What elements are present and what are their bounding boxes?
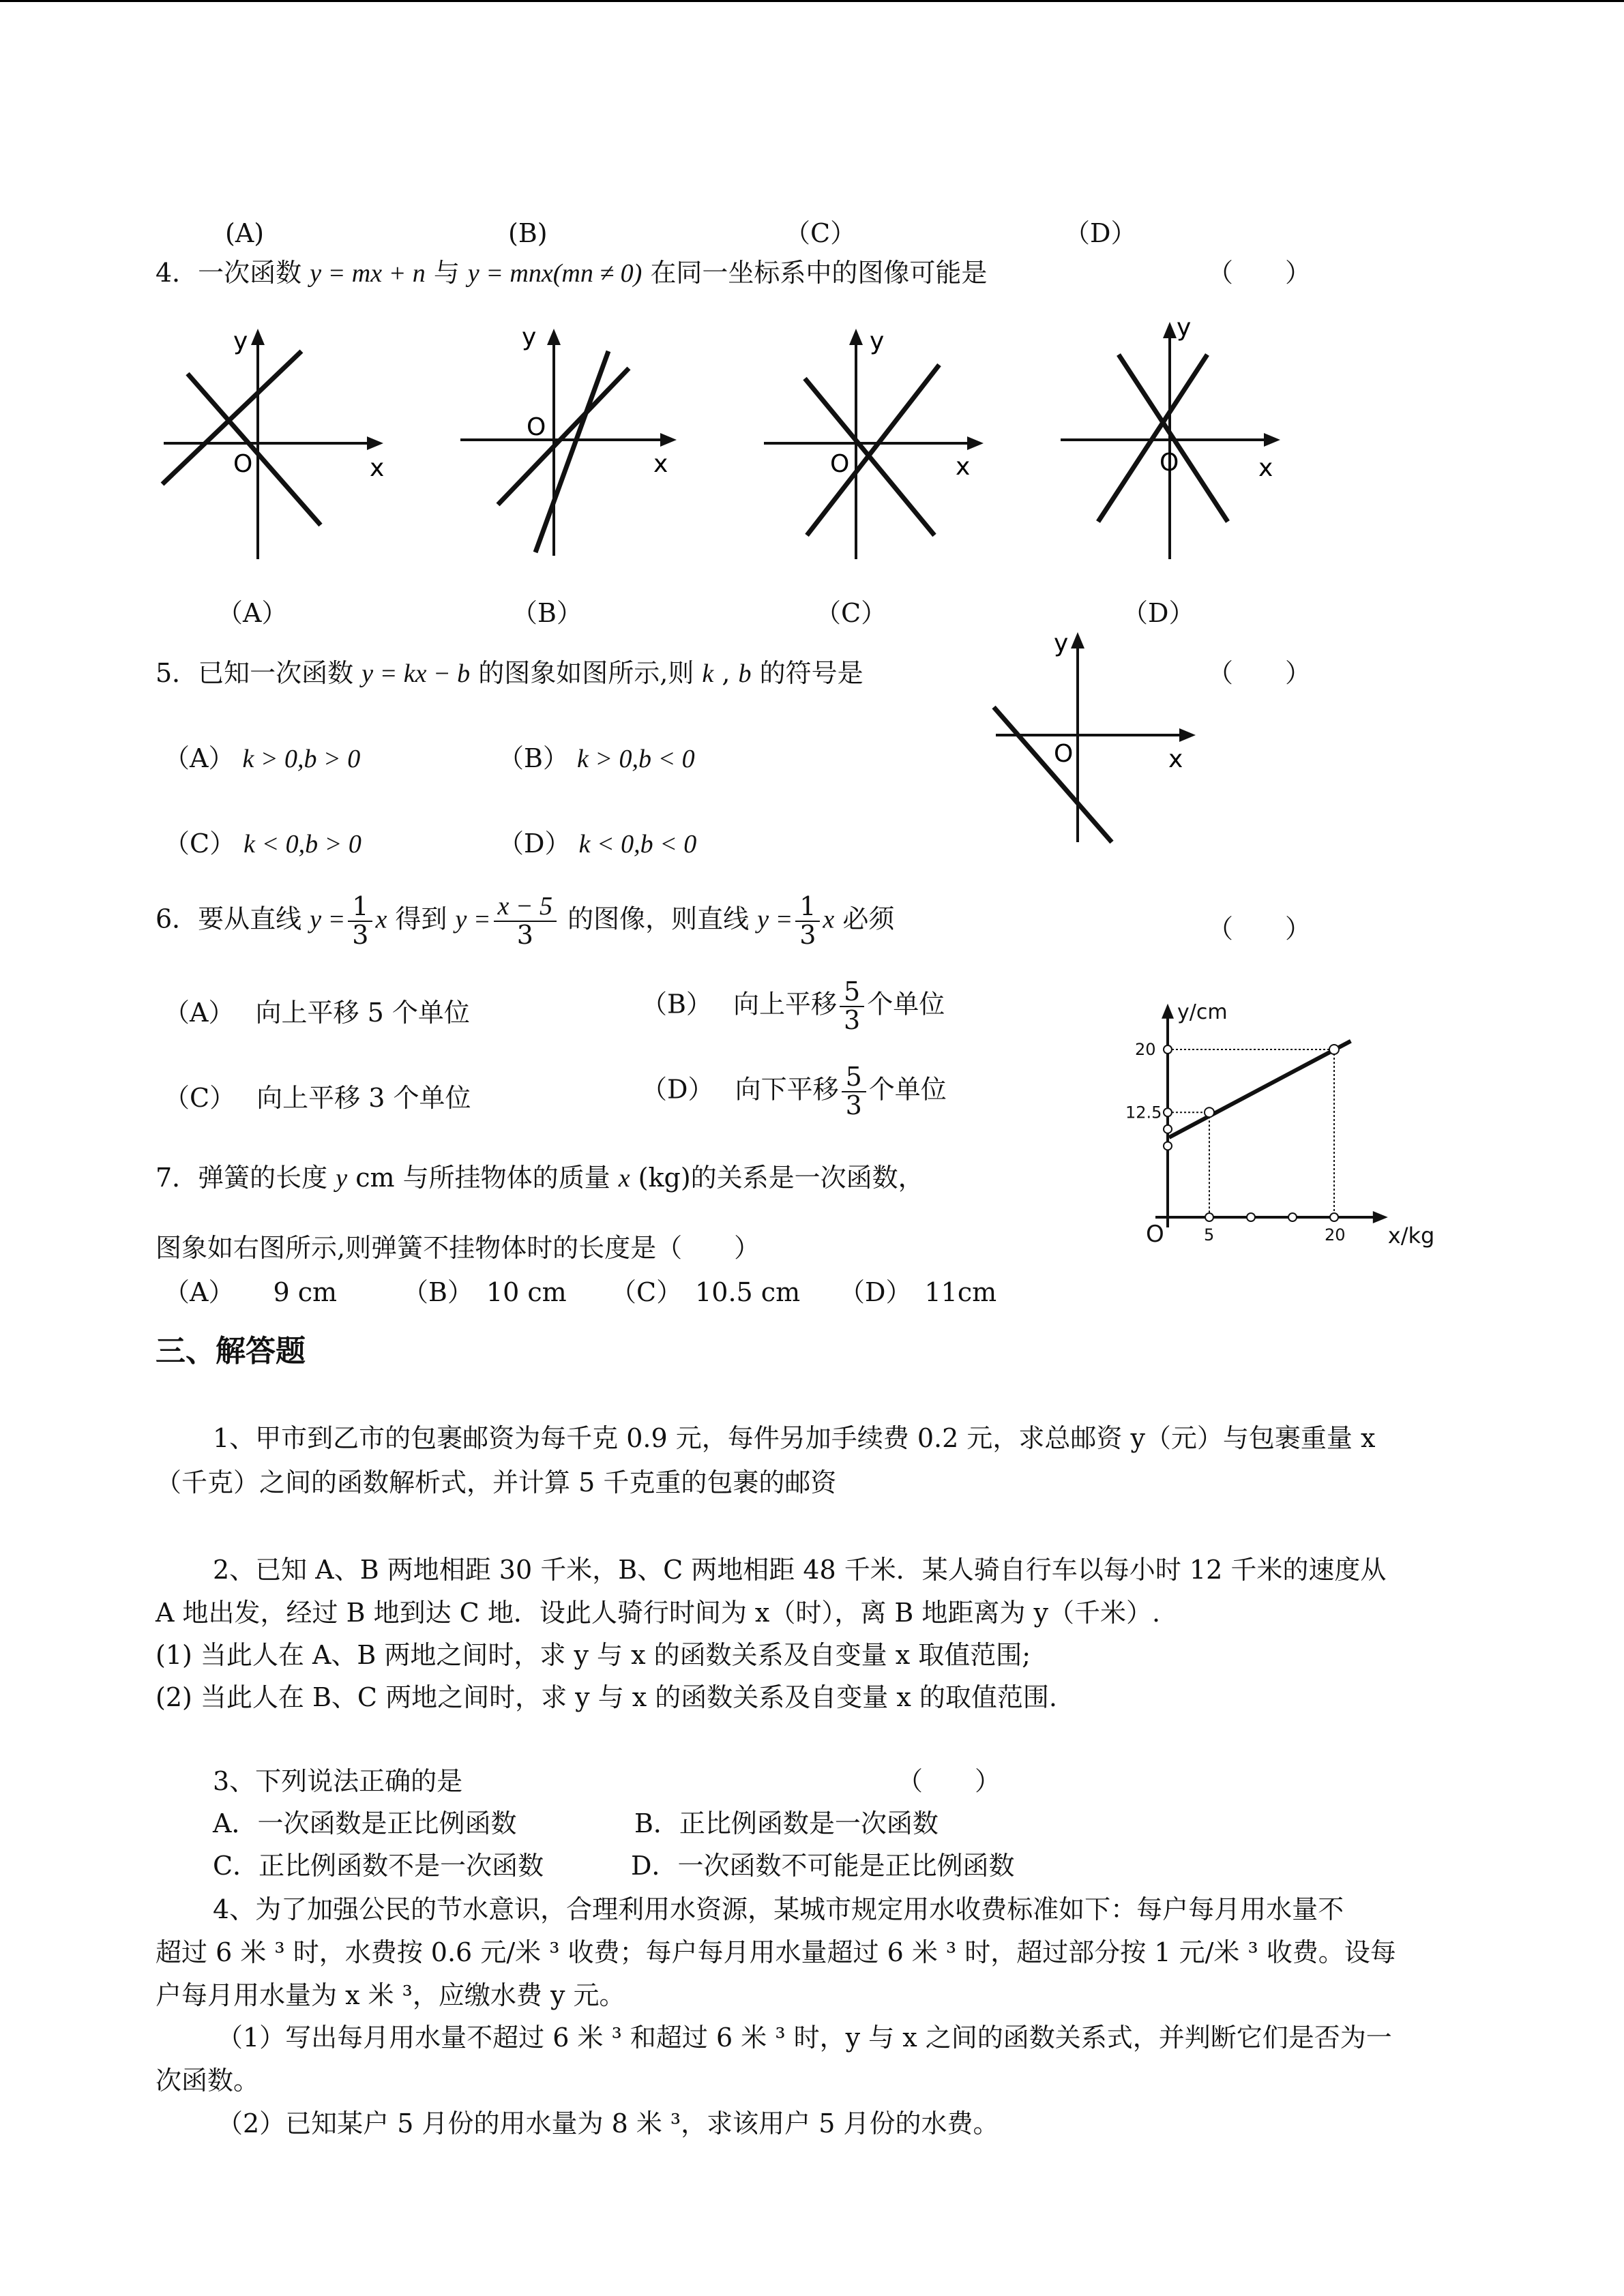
q5-option-a: （A） k > 0,b > 0	[164, 743, 361, 773]
q4-label-c: （C）	[815, 598, 887, 628]
q6-answer-paren: （ ）	[1207, 914, 1312, 944]
y-axis-marker	[1164, 1142, 1172, 1150]
svg-text:x: x	[653, 450, 668, 478]
data-line	[1169, 1041, 1350, 1137]
s3-p3-paren: （ ）	[897, 1766, 1001, 1796]
q6-option-d: （D） 向下平移 $\frac{5}{3}$ 个单位	[641, 1062, 947, 1120]
svg-text:O: O	[527, 413, 546, 441]
x-axis-marker	[1288, 1213, 1297, 1221]
s3-p4-q1-line1: （1）写出每月用水量不超过 6 米 ³ 和超过 6 米 ³ 时，y 与 x 之间的函数关系式，并判断它们是否为一	[217, 2023, 1392, 2053]
svg-text:y: y	[233, 327, 248, 355]
y-tick-label: 20	[1135, 1040, 1156, 1059]
s3-p3-stem: 3、下列说法正确的是	[213, 1766, 463, 1796]
q6-option-b: （B） 向上平移 $\frac{5}{3}$ 个单位	[641, 976, 945, 1035]
q7-option-a: （A） 9 cm	[164, 1277, 338, 1307]
s3-p3-option-b: B．正比例函数是一次函数	[634, 1808, 939, 1838]
q7-spring-chart	[1119, 996, 1435, 1262]
q7-option-b: （B） 10 cm	[402, 1277, 567, 1307]
q6-option-c: （C） 向上平移 3 个单位	[164, 1083, 471, 1113]
q6-option-a: （A） 向上平移 5 个单位	[164, 998, 470, 1028]
q7-option-d: （D） 11cm	[839, 1277, 997, 1307]
y-tick-label: 12.5	[1125, 1103, 1162, 1122]
s3-p4-q1-line2: 次函数。	[156, 2066, 260, 2096]
svg-text:x: x	[1168, 745, 1183, 773]
y-axis-marker	[1164, 1125, 1172, 1133]
q5-answer-paren: （ ）	[1207, 658, 1312, 688]
q4-stem: 4．一次函数 y = mx + n 与 y = mnx(mn ≠ 0) 在同一坐标系中的图像可能是	[156, 258, 988, 288]
s3-p2-line3: (1) 当此人在 A、B 两地之间时，求 y 与 x 的函数关系及自变量 x 取值范围;	[156, 1640, 1031, 1670]
q5-stem: 5．已知一次函数 y = kx − b 的图象如图所示,则 k , b 的符号是	[156, 658, 863, 688]
s3-p4-q2: （2）已知某户 5 月份的用水量为 8 米 ³，求该用户 5 月份的水费。	[217, 2108, 999, 2138]
q4-label-a: （A）	[217, 598, 288, 628]
svg-text:O: O	[1054, 740, 1074, 768]
origin-label: O	[1146, 1221, 1164, 1248]
svg-text:y: y	[1177, 314, 1192, 342]
svg-text:O: O	[830, 450, 850, 478]
x-tick-label: 5	[1204, 1225, 1215, 1244]
q4-graph-b	[450, 314, 696, 566]
s3-p2-line1: 2、已知 A、B 两地相距 30 千米，B、C 两地相距 48 千米．某人骑自行车以每小时 12 千米的速度从	[213, 1555, 1387, 1585]
x-tick-marker	[1205, 1213, 1213, 1221]
y-tick-marker	[1164, 1045, 1172, 1054]
q6-stem: 6．要从直线 y = $\frac{1}{3}$ x 得到 y = $\frac{x - 5}{3}$ 的图像，则直线 y = $\frac{1}{3}$ x 必须	[156, 891, 895, 950]
svg-text:x: x	[370, 454, 385, 482]
svg-text:x: x	[956, 453, 971, 481]
top-option-c: （C）	[784, 218, 857, 248]
y-tick-marker	[1164, 1108, 1172, 1116]
svg-text:O: O	[1160, 449, 1179, 477]
s3-p3-option-c: C．正比例函数不是一次函数	[213, 1851, 544, 1881]
q4-answer-paren: （ ）	[1207, 258, 1312, 288]
q7-stem-line2: 图象如右图所示,则弹簧不挂物体时的长度是（ ）	[156, 1233, 761, 1263]
s3-p2-line2: A 地出发，经过 B 地到达 C 地．设此人骑行时间为 x（时），离 B 地距离为 y（千米）.	[156, 1598, 1161, 1628]
top-option-d: （D）	[1064, 218, 1137, 248]
q5-option-c: （C） k < 0,b > 0	[164, 829, 361, 859]
section-3-title: 三、解答题	[156, 1334, 306, 1369]
y-axis-arrow	[1162, 1004, 1174, 1019]
q5-graph	[986, 624, 1245, 849]
svg-text:O: O	[233, 450, 253, 478]
x-axis-marker	[1247, 1213, 1255, 1221]
svg-text:x: x	[1258, 454, 1273, 482]
s3-p3-option-d: D．一次函数不可能是正比例函数	[631, 1851, 1015, 1881]
top-option-b: (B)	[508, 218, 548, 248]
s3-p4-line2: 超过 6 米 ³ 时，水费按 0.6 元/米 ³ 收费；每户每月用水量超过 6 米 ³ 时，超过部分按 1 元/米 ³ 收费。设每	[156, 1937, 1396, 1967]
data-point	[1329, 1045, 1339, 1054]
q4-graph-c	[754, 314, 999, 566]
top-border-line	[0, 0, 1624, 2]
s3-p3-option-a: A．一次函数是正比例函数	[213, 1808, 517, 1838]
x-tick-marker	[1330, 1213, 1338, 1221]
q4-graph-a	[150, 314, 396, 566]
top-option-a: (A)	[225, 218, 265, 248]
svg-text:y: y	[1054, 629, 1069, 657]
q7-stem-line1: 7．弹簧的长度 y cm 与所挂物体的质量 x (kg)的关系是一次函数，	[156, 1163, 924, 1193]
q4-graph-d	[1050, 307, 1296, 566]
q5-option-b: （B） k > 0,b < 0	[498, 743, 695, 773]
x-tick-label: 20	[1325, 1225, 1346, 1244]
data-point	[1205, 1107, 1214, 1117]
s3-p1-line2: （千克）之间的函数解析式，并计算 5 千克重的包裹的邮资	[156, 1467, 837, 1497]
q7-plot-area	[1125, 1000, 1434, 1249]
q4-label-b: （B）	[512, 598, 582, 628]
s3-p4-line3: 户每月用水量为 x 米 ³，应缴水费 y 元。	[156, 1980, 625, 2010]
svg-text:y: y	[522, 323, 537, 351]
q5-option-d: （D） k < 0,b < 0	[498, 829, 697, 859]
x-axis-label: x/kg	[1387, 1223, 1435, 1249]
x-axis-arrow	[1373, 1211, 1388, 1223]
s3-p1-line1: 1、甲市到乙市的包裹邮资为每千克 0.9 元，每件另加手续费 0.2 元，求总邮资 y（元）与包裹重量 x	[213, 1423, 1376, 1453]
q4-label-d: （D）	[1122, 598, 1195, 628]
s3-p4-line1: 4、为了加强公民的节水意识，合理利用水资源，某城市规定用水收费标准如下：每户每月用水量不	[213, 1894, 1344, 1924]
svg-text:y: y	[870, 327, 885, 355]
y-axis-label: y/cm	[1177, 1000, 1228, 1024]
s3-p2-line4: (2) 当此人在 B、C 两地之间时，求 y 与 x 的函数关系及自变量 x 的取值范围.	[156, 1682, 1057, 1712]
q7-option-c: （C） 10.5 cm	[610, 1277, 801, 1307]
